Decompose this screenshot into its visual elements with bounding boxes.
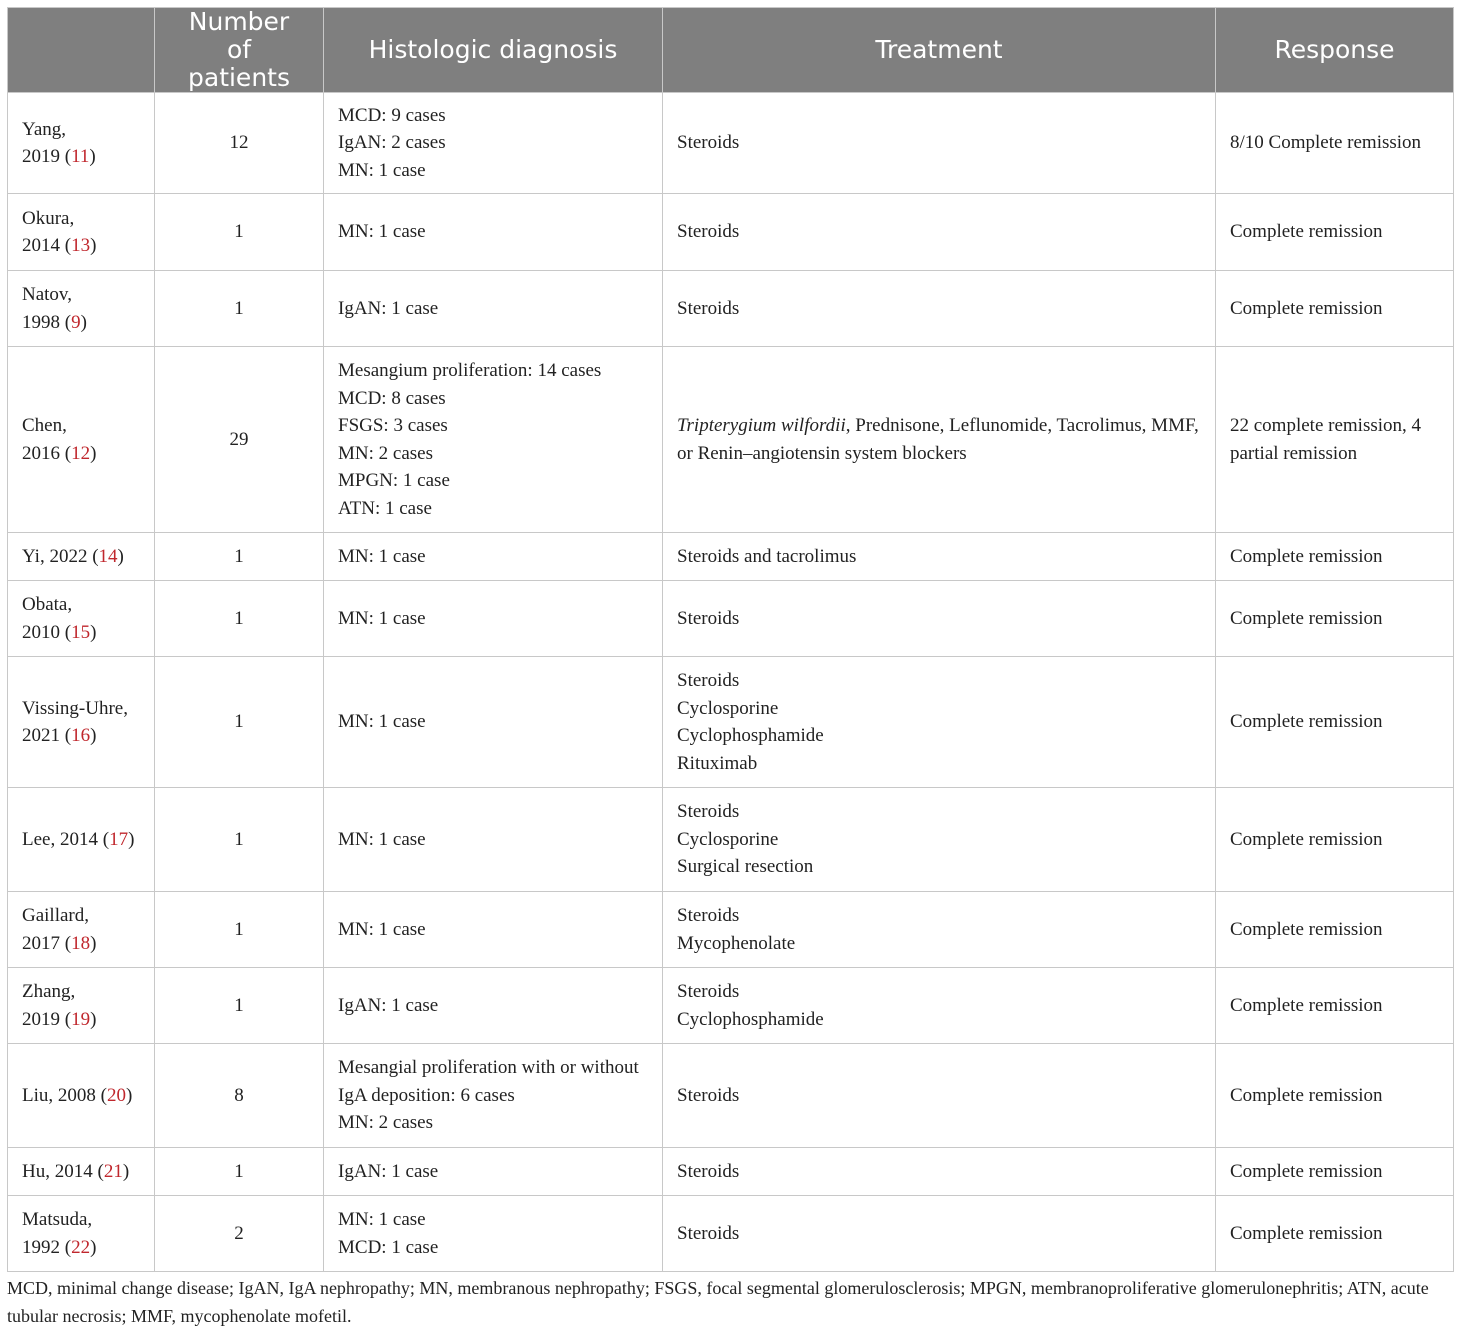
diagnosis-cell: [324, 657, 663, 788]
diagnosis-line: MN: 1 case: [338, 711, 426, 733]
treatment-line: Steroids: [677, 221, 740, 243]
diagnosis-cell: [324, 533, 663, 581]
table-wrapper: [7, 7, 1453, 1272]
diagnosis-line: FSGS: 3 cases: [338, 415, 448, 436]
response-line: Complete remission: [1230, 607, 1383, 629]
diagnosis-line: Mesangial proliferation with or without IgA deposition: 6 cases: [338, 1057, 639, 1106]
treatment-line: Steroids: [677, 1084, 740, 1106]
table-row: [8, 788, 1454, 892]
treatment-line: Steroids: [677, 132, 740, 154]
patients-cell: 1: [155, 194, 324, 271]
patients-cell: 1: [155, 533, 324, 581]
diagnosis-line: MN: 2 cases: [338, 442, 433, 464]
reference-link: 17: [109, 828, 129, 850]
study-cell: Lee, 2014 (17): [8, 788, 155, 892]
diagnosis-line: MN: 1 case: [338, 545, 426, 567]
treatment-line: Rituximab: [677, 752, 758, 774]
reference-link: 18: [71, 932, 91, 954]
treatment-cell: [663, 968, 1216, 1044]
diagnosis-line: MN: 1 case: [338, 828, 426, 850]
table-footnote: MCD, minimal change disease; IgAN, IgA nephropathy; MN, membranous nephropathy; FSGS, focal segmental glomerulosclerosis; MPGN, membranoproliferative glomerulonephritis; ATN, acute tubular necrosis; MMF, mycophenolate mofetil.: [7, 1278, 1429, 1326]
patients-cell: 8: [155, 1044, 324, 1148]
studies-table: [7, 7, 1454, 1272]
diagnosis-cell: [324, 1148, 663, 1196]
diagnosis-line: MCD: 9 cases: [338, 104, 446, 126]
table-row: [8, 347, 1454, 533]
study-author: Yi, 2022: [22, 545, 88, 567]
header-row: [8, 8, 1454, 93]
diagnosis-line: MCD: 1 case: [338, 1236, 439, 1258]
response-line: Complete remission: [1230, 918, 1383, 940]
diagnosis-line: MN: 1 case: [338, 1209, 426, 1230]
study-year: 2014: [22, 235, 60, 256]
treatment-cell: [663, 533, 1216, 581]
table-row: [8, 533, 1454, 581]
study-cell: Okura, 2014 (13): [8, 194, 155, 271]
response-cell: [1216, 1148, 1454, 1196]
study-cell: Chen, 2016 (12): [8, 347, 155, 533]
diagnosis-line: MN: 1 case: [338, 159, 426, 181]
response-line: 22 complete remission, 4 partial remission: [1230, 415, 1422, 464]
diagnosis-line: ATN: 1 case: [338, 497, 432, 519]
diagnosis-cell: [324, 194, 663, 271]
diagnosis-cell: [324, 1196, 663, 1272]
study-cell: Yang, 2019 (11): [8, 93, 155, 194]
response-cell: [1216, 93, 1454, 194]
diagnosis-cell: [324, 271, 663, 347]
table-row: [8, 1044, 1454, 1148]
treatment-line: Steroids: [677, 905, 740, 926]
diagnosis-line: IgAN: 2 cases: [338, 132, 446, 154]
patients-cell: 1: [155, 581, 324, 657]
diagnosis-line: IgAN: 1 case: [338, 1160, 439, 1182]
treatment-cell: [663, 1196, 1216, 1272]
reference-link: 11: [71, 146, 90, 167]
treatment-cell: [663, 271, 1216, 347]
header-number-of-patients: Number of patients: [155, 8, 324, 93]
treatment-cell: [663, 892, 1216, 968]
response-cell: [1216, 657, 1454, 788]
patients-cell: 1: [155, 1148, 324, 1196]
study-author: Okura,: [22, 207, 75, 229]
study-cell: Matsuda, 1992 (22): [8, 1196, 155, 1272]
response-cell: [1216, 1196, 1454, 1272]
study-cell: Vissing-Uhre, 2021 (16): [8, 657, 155, 788]
table-row: [8, 194, 1454, 271]
patients-cell: 2: [155, 1196, 324, 1272]
table-row: [8, 968, 1454, 1044]
treatment-cell: [663, 93, 1216, 194]
header-study: [8, 8, 155, 93]
patients-cell: 1: [155, 968, 324, 1044]
table-row: [8, 93, 1454, 194]
study-cell: Natov, 1998 (9): [8, 271, 155, 347]
response-line: Complete remission: [1230, 1222, 1383, 1244]
treatment-line: Cyclosporine: [677, 697, 779, 719]
patients-cell: 1: [155, 271, 324, 347]
diagnosis-cell: [324, 347, 663, 533]
diagnosis-line: MN: 1 case: [338, 221, 426, 243]
reference-link: 21: [103, 1160, 123, 1182]
treatment-line: Steroids: [677, 297, 740, 319]
response-cell: [1216, 271, 1454, 347]
treatment-cell: [663, 1148, 1216, 1196]
response-line: Complete remission: [1230, 828, 1383, 850]
diagnosis-cell: [324, 968, 663, 1044]
response-line: Complete remission: [1230, 297, 1383, 319]
reference-link: 15: [71, 621, 91, 643]
patients-cell: 1: [155, 892, 324, 968]
study-author: Obata,: [22, 594, 73, 615]
patients-cell: 1: [155, 788, 324, 892]
treatment-line: Mycophenolate: [677, 932, 796, 954]
study-year: 1992: [22, 1236, 60, 1258]
response-line: Complete remission: [1230, 1160, 1383, 1182]
response-line: Complete remission: [1230, 994, 1383, 1016]
table-row: [8, 271, 1454, 347]
study-author: Natov,: [22, 284, 72, 305]
diagnosis-cell: [324, 788, 663, 892]
reference-link: 19: [71, 1008, 91, 1030]
study-cell: Liu, 2008 (20): [8, 1044, 155, 1148]
patients-cell: 12: [155, 93, 324, 194]
treatment-line: Steroids: [677, 981, 740, 1002]
reference-link: 9: [71, 311, 81, 333]
study-year: 2019: [22, 1008, 60, 1030]
study-year: 2010: [22, 621, 60, 643]
response-cell: [1216, 892, 1454, 968]
reference-link: 20: [106, 1084, 126, 1106]
header-histologic-diagnosis: Histologic diagnosis: [324, 8, 663, 93]
response-line: Complete remission: [1230, 545, 1383, 567]
treatment-line: Surgical resection: [677, 856, 814, 878]
study-year: 2017: [22, 932, 60, 954]
treatment-line: Steroids: [677, 607, 740, 629]
study-author: Liu, 2008: [22, 1084, 96, 1106]
treatment-italic: Tripterygium wilfordii: [677, 415, 846, 436]
treatment-line: , Prednisone, Leflunomide, Tacrolimus, MMF, or Renin–angiotensin system blockers: [677, 415, 1199, 464]
reference-link: 14: [98, 545, 118, 567]
response-line: Complete remission: [1230, 711, 1383, 733]
treatment-cell: [663, 347, 1216, 533]
header-treatment: Treatment: [663, 8, 1216, 93]
diagnosis-line: IgAN: 1 case: [338, 297, 439, 319]
diagnosis-line: MN: 2 cases: [338, 1112, 433, 1134]
diagnosis-cell: [324, 1044, 663, 1148]
response-cell: [1216, 581, 1454, 657]
response-cell: [1216, 533, 1454, 581]
study-cell: Obata, 2010 (15): [8, 581, 155, 657]
treatment-line: Steroids: [677, 670, 740, 691]
reference-link: 13: [71, 235, 91, 256]
treatment-cell: [663, 581, 1216, 657]
diagnosis-line: MPGN: 1 case: [338, 470, 450, 491]
treatment-line: Steroids and tacrolimus: [677, 545, 857, 567]
reference-link: 12: [71, 442, 91, 464]
treatment-cell: [663, 1044, 1216, 1148]
study-author: Chen,: [22, 415, 67, 436]
study-year: 1998: [22, 311, 60, 333]
study-year: 2019: [22, 146, 60, 167]
diagnosis-line: Mesangium proliferation: 14 cases: [338, 360, 602, 381]
response-line: Complete remission: [1230, 1084, 1383, 1106]
treatment-line: Steroids: [677, 801, 740, 823]
treatment-line: Cyclophosphamide: [677, 725, 824, 746]
study-author: Hu, 2014: [22, 1160, 93, 1182]
table-row: [8, 892, 1454, 968]
response-cell: [1216, 347, 1454, 533]
study-author: Yang,: [22, 118, 67, 140]
diagnosis-cell: [324, 581, 663, 657]
reference-link: 16: [71, 725, 91, 746]
study-author: Gaillard,: [22, 905, 90, 926]
diagnosis-line: MN: 1 case: [338, 918, 426, 940]
table-row: [8, 1148, 1454, 1196]
patients-cell: 1: [155, 657, 324, 788]
header-response: Response: [1216, 8, 1454, 93]
response-cell: [1216, 788, 1454, 892]
study-author: Zhang,: [22, 981, 76, 1002]
treatment-line: Steroids: [677, 1222, 740, 1244]
response-cell: [1216, 1044, 1454, 1148]
reference-link: 22: [71, 1236, 91, 1258]
treatment-cell: [663, 657, 1216, 788]
study-author: Vissing-Uhre,: [22, 697, 128, 719]
treatment-line: Steroids: [677, 1160, 740, 1182]
diagnosis-line: IgAN: 1 case: [338, 994, 439, 1016]
treatment-cell: [663, 194, 1216, 271]
diagnosis-line: MN: 1 case: [338, 607, 426, 629]
table-row: [8, 1196, 1454, 1272]
study-cell: Zhang, 2019 (19): [8, 968, 155, 1044]
table-row: [8, 657, 1454, 788]
study-cell: Yi, 2022 (14): [8, 533, 155, 581]
response-cell: [1216, 194, 1454, 271]
patients-cell: 29: [155, 347, 324, 533]
diagnosis-cell: [324, 93, 663, 194]
response-line: 8/10 Complete remission: [1230, 132, 1422, 154]
response-cell: [1216, 968, 1454, 1044]
study-author: Matsuda,: [22, 1209, 93, 1230]
treatment-line: Cyclophosphamide: [677, 1008, 824, 1030]
study-year: 2016: [22, 442, 60, 464]
table-row: [8, 581, 1454, 657]
study-cell: Hu, 2014 (21): [8, 1148, 155, 1196]
study-year: 2021: [22, 725, 60, 746]
treatment-line: Cyclosporine: [677, 828, 779, 850]
study-author: Lee, 2014: [22, 828, 98, 850]
treatment-cell: [663, 788, 1216, 892]
diagnosis-cell: [324, 892, 663, 968]
response-line: Complete remission: [1230, 221, 1383, 243]
study-cell: Gaillard, 2017 (18): [8, 892, 155, 968]
diagnosis-line: MCD: 8 cases: [338, 387, 446, 409]
